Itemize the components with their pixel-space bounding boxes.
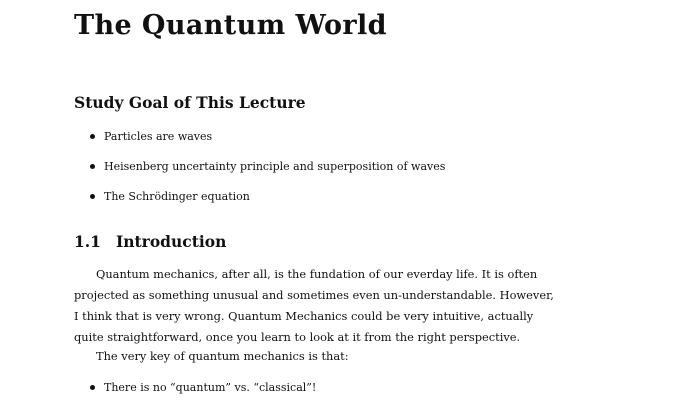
bullet-icon bbox=[90, 194, 95, 199]
section-heading bbox=[74, 232, 226, 251]
list-item bbox=[90, 159, 445, 175]
section-number: 1.1 bbox=[74, 232, 101, 251]
list-item-text: Heisenberg uncertainty principle and superposition of waves bbox=[104, 160, 446, 173]
document-title: The Quantum World bbox=[74, 10, 387, 41]
list-item-text: The Schrödinger equation bbox=[104, 190, 250, 203]
list-item bbox=[90, 189, 250, 205]
list-item-text: Particles are waves bbox=[104, 130, 213, 143]
list-item-text: There is no “quantum” vs. “classical”! bbox=[104, 381, 317, 394]
list-item bbox=[90, 380, 316, 396]
study-goal-heading: Study Goal of This Lecture bbox=[74, 93, 306, 112]
lead-in-text: The very key of quantum mechanics is that: bbox=[96, 349, 349, 363]
paragraph-line: I think that is very wrong. Quantum Mechanics could be very intuitive, actually bbox=[74, 309, 534, 323]
list-item bbox=[90, 129, 212, 145]
bullet-icon bbox=[90, 385, 95, 390]
bullet-icon bbox=[90, 164, 95, 169]
bullet-icon bbox=[90, 134, 95, 139]
paragraph-line: quite straightforward, once you learn to look at it from the right perspective. bbox=[74, 330, 521, 344]
paragraph-line: projected as something unusual and sometimes even un-understandable. However, bbox=[74, 288, 554, 302]
section-title: Introduction bbox=[116, 232, 227, 251]
paragraph-line: Quantum mechanics, after all, is the fundation of our everday life. It is often bbox=[96, 267, 538, 281]
